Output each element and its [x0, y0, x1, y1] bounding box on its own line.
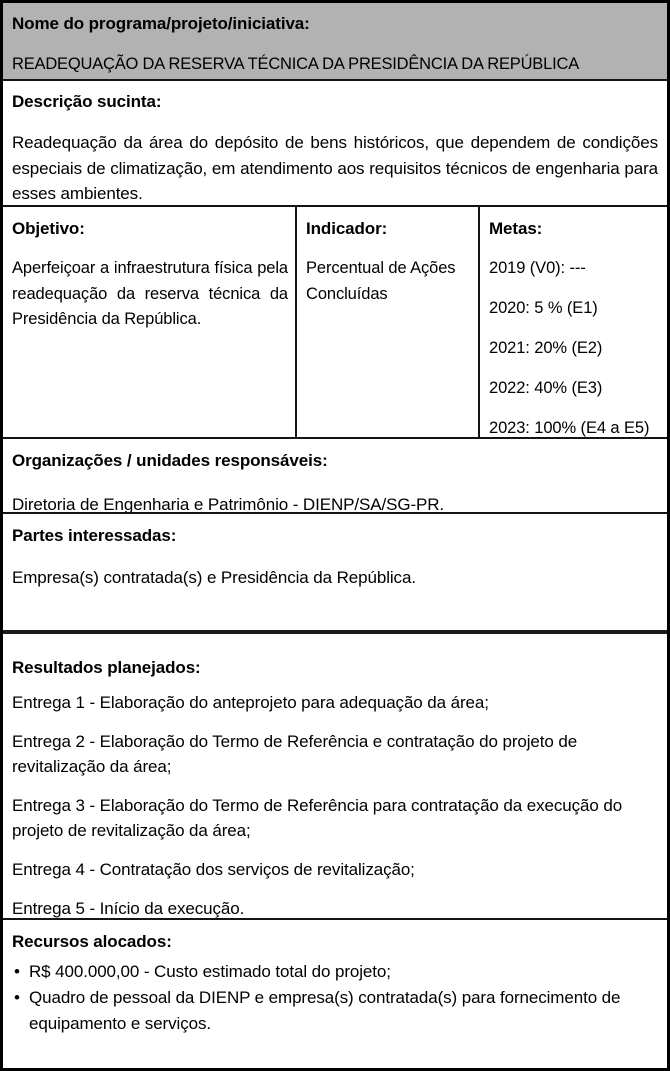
- program-name-label: Nome do programa/projeto/iniciativa:: [12, 14, 310, 33]
- indicador-label: Indicador:: [306, 219, 388, 238]
- indicador-text: Percentual de Ações Concluídas: [306, 259, 456, 303]
- section-objetivo-indicador-metas: [3, 207, 667, 439]
- section-organizacoes-responsaveis: [3, 439, 667, 514]
- resultado-item: Entrega 5 - Início da execução.: [12, 899, 245, 918]
- metas-column: [480, 207, 667, 437]
- indicador-column: [297, 207, 480, 437]
- program-name-header: [3, 3, 667, 81]
- resultado-item: Entrega 1 - Elaboração do anteprojeto para adequação da área;: [12, 693, 489, 712]
- metas-list: [489, 256, 660, 439]
- organizacoes-label: Organizações / unidades responsáveis:: [12, 451, 328, 470]
- organizacoes-text: Diretoria de Engenharia e Patrimônio - DIENP/SA/SG-PR.: [12, 495, 445, 514]
- descricao-label: Descrição sucinta:: [12, 92, 162, 111]
- recurso-item: • Quadro de pessoal da DIENP e empresa(s) contratada(s) para fornecimento de equipamento e serviços.: [14, 985, 658, 1037]
- metas-item: 2023: 100% (E4 a E5): [489, 419, 650, 437]
- objetivo-text: Aperfeiçoar a infraestrutura física pela readequação da reserva técnica da Presidência da República.: [12, 259, 288, 328]
- objetivo-column: [3, 207, 297, 437]
- recursos-list: [12, 959, 658, 1037]
- descricao-text: Readequação da área do depósito de bens históricos, que dependem de condições especiais de climatização, em atendimento aos requisitos técnicos de engenharia para esses ambientes.: [12, 133, 658, 203]
- metas-item: 2020: 5 % (E1): [489, 299, 598, 317]
- objetivo-label: Objetivo:: [12, 219, 85, 238]
- resultado-item: Entrega 4 - Contratação dos serviços de revitalização;: [12, 860, 415, 879]
- resultados-label: Resultados planejados:: [12, 658, 201, 677]
- partes-label: Partes interessadas:: [12, 526, 177, 545]
- metas-item: 2019 (V0): ---: [489, 259, 586, 277]
- recursos-label: Recursos alocados:: [12, 932, 172, 951]
- program-title: READEQUAÇÃO DA RESERVA TÉCNICA DA PRESIDÊNCIA DA REPÚBLICA: [12, 55, 579, 73]
- resultado-item: Entrega 2 - Elaboração do Termo de Referência e contratação do projeto de revitalização da área;: [12, 732, 578, 776]
- section-descricao-sucinta: [3, 81, 667, 207]
- metas-label: Metas:: [489, 219, 543, 238]
- resultado-item: Entrega 3 - Elaboração do Termo de Referência para contratação da execução do projeto de revitalização da área;: [12, 796, 623, 840]
- section-partes-interessadas: [3, 514, 667, 634]
- partes-text: Empresa(s) contratada(s) e Presidência da República.: [12, 568, 416, 587]
- metas-item: 2022: 40% (E3): [489, 379, 603, 397]
- section-recursos-alocados: [3, 920, 667, 1068]
- resultados-list: [12, 690, 658, 920]
- section-resultados-planejados: [3, 634, 667, 920]
- metas-item: 2021: 20% (E2): [489, 339, 603, 357]
- recurso-item: • R$ 400.000,00 - Custo estimado total do projeto;: [14, 959, 658, 985]
